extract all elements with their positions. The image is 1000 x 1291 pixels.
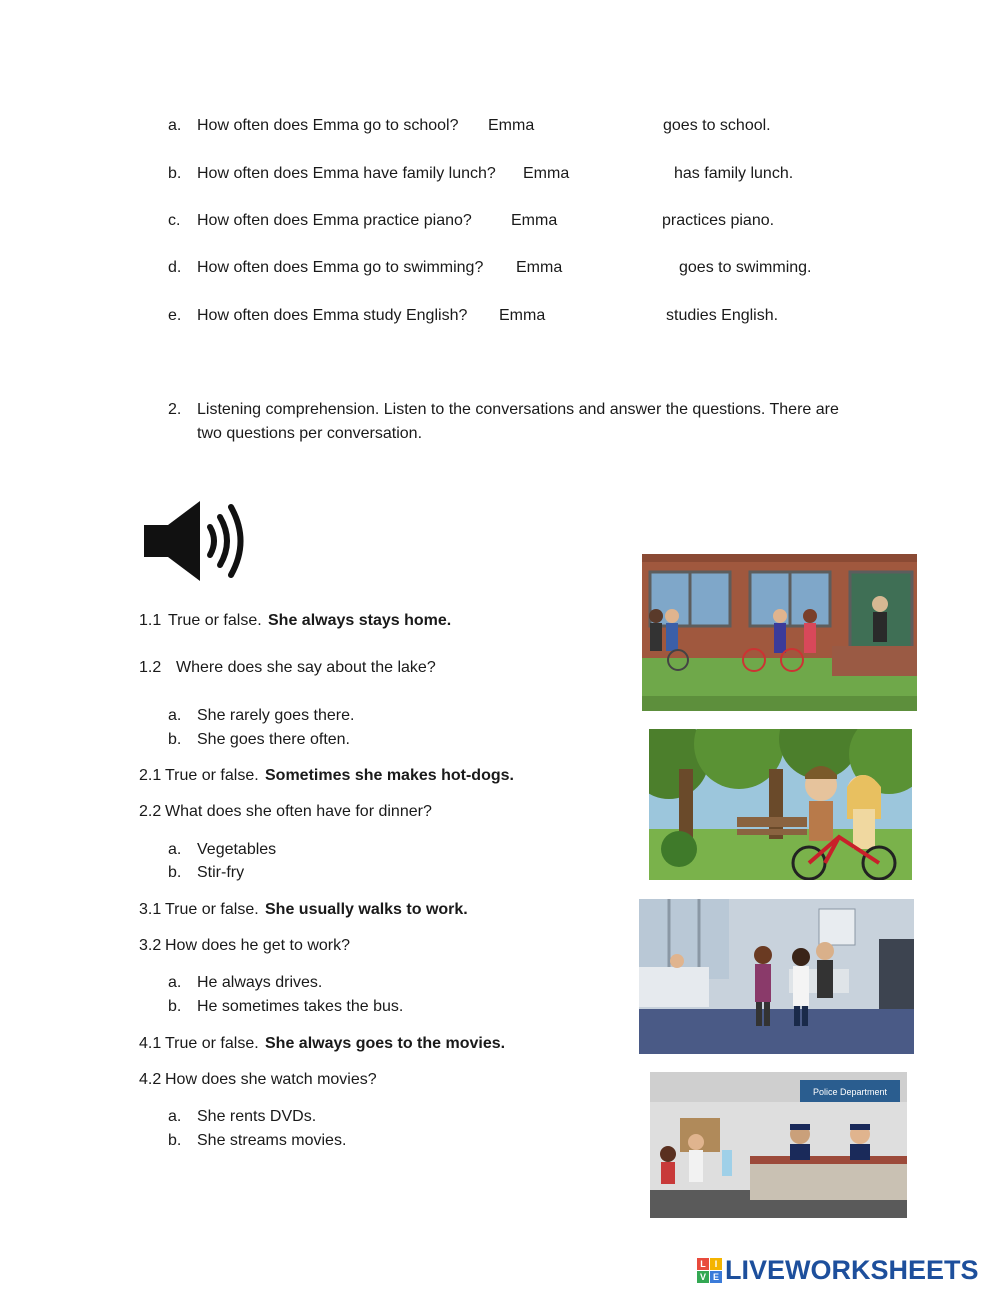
question-text: How does he get to work? [165,937,350,954]
option-a: Vegetables [197,841,277,858]
item-letter: e. [168,307,182,324]
logo-badge-icon [697,1258,722,1283]
question-number: 2.2 [139,803,162,820]
item-question: How often does Emma have family lunch? [197,165,496,182]
option-b: She streams movies. [197,1132,347,1149]
item-letter: b. [168,165,182,182]
option-a: She rarely goes there. [197,707,355,724]
question-number: 1.1 [139,612,162,629]
scene-police-illustration [650,1072,907,1218]
option-letter: b. [168,998,182,1015]
question-statement: She always stays home. [268,612,452,629]
option-a: He always drives. [197,974,323,991]
logo-badge-letter: I [710,1258,722,1270]
speaker-volume-icon[interactable] [140,497,252,585]
scene-park-illustration [649,729,912,880]
question-number: 2.1 [139,767,162,784]
option-letter: b. [168,864,182,881]
question-statement: Sometimes she makes hot-dogs. [265,767,514,784]
option-letter: a. [168,974,182,991]
question-statement: She usually walks to work. [265,901,468,918]
item-ending: goes to swimming. [679,259,812,276]
liveworksheets-logo [697,1255,979,1285]
question-statement: She always goes to the movies. [265,1035,506,1052]
question-number: 3.2 [139,937,162,954]
item-question: How often does Emma go to swimming? [197,259,484,276]
option-letter: b. [168,1132,182,1149]
logo-badge-letter: L [697,1258,709,1270]
item-letter: c. [168,212,181,229]
section-instructions-line2: two questions per conversation. [197,425,423,442]
question-prefix: True or false. [165,767,259,784]
option-b: She goes there often. [197,731,350,748]
option-b: He sometimes takes the bus. [197,998,404,1015]
question-prefix: True or false. [165,901,259,918]
question-text: How does she watch movies? [165,1071,377,1088]
option-b: Stir-fry [197,864,245,881]
section-instructions-line1: Listening comprehension. Listen to the conversations and answer the questions. There are [197,401,839,418]
item-ending: practices piano. [662,212,775,229]
option-a: She rents DVDs. [197,1108,317,1125]
item-question: How often does Emma practice piano? [197,212,472,229]
item-question: How often does Emma study English? [197,307,468,324]
logo-badge-letter: V [697,1271,709,1283]
logo-text: LIVEWORKSHEETS [725,1254,979,1285]
question-prefix: True or false. [165,1035,259,1052]
option-letter: b. [168,731,182,748]
scene-school-illustration [642,554,917,711]
item-subject: Emma [523,165,570,182]
item-ending: studies English. [666,307,779,324]
question-number: 4.2 [139,1071,162,1088]
question-text: What does she often have for dinner? [165,803,432,820]
item-letter: a. [168,117,182,134]
item-subject: Emma [516,259,563,276]
section-number: 2. [168,401,182,418]
question-text: Where does she say about the lake? [176,659,436,676]
option-letter: a. [168,1108,182,1125]
item-subject: Emma [488,117,535,134]
item-ending: has family lunch. [674,165,794,182]
question-number: 3.1 [139,901,162,918]
option-letter: a. [168,707,182,724]
option-letter: a. [168,841,182,858]
question-number: 1.2 [139,659,162,676]
police-department-sign: Police Department [812,1087,888,1097]
question-prefix: True or false. [168,612,262,629]
item-ending: goes to school. [663,117,771,134]
item-subject: Emma [499,307,546,324]
question-number: 4.1 [139,1035,162,1052]
item-letter: d. [168,259,182,276]
item-subject: Emma [511,212,558,229]
scene-office-illustration [639,899,914,1054]
item-question: How often does Emma go to school? [197,117,459,134]
logo-badge-letter: E [710,1271,722,1283]
